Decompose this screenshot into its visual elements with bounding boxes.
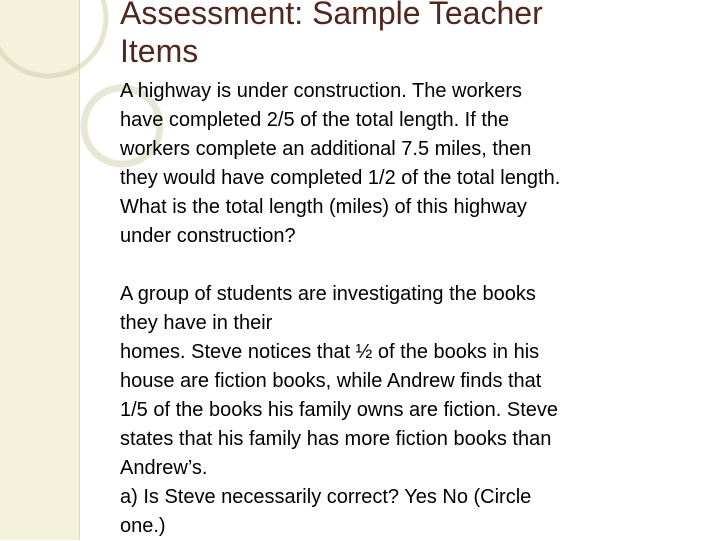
side-divider xyxy=(79,0,80,540)
text-line: A group of students are investigating the books xyxy=(120,283,536,305)
side-decor-panel xyxy=(0,0,79,540)
text-line: Andrew’s. xyxy=(120,457,208,479)
text-line: one.) xyxy=(120,515,166,537)
question-1-text xyxy=(120,77,710,251)
text-line: they would have completed 1/2 of the total length. xyxy=(120,167,561,189)
title-line: Assessment: Sample Teacher xyxy=(120,0,543,31)
slide-title xyxy=(120,0,680,70)
text-line: A highway is under construction. The workers xyxy=(120,80,523,102)
question-2-text xyxy=(120,280,710,541)
text-line: workers complete an additional 7.5 miles, then xyxy=(120,138,532,160)
title-line: Items xyxy=(120,33,199,69)
text-line: 1/5 of the books his family owns are fiction. Steve xyxy=(120,399,558,421)
text-line: they have in their xyxy=(120,312,273,334)
text-line: have completed 2/5 of the total length. If the xyxy=(120,109,510,131)
text-line: a) Is Steve necessarily correct? Yes No (Circle xyxy=(120,486,532,508)
text-line: states that his family has more fiction books than xyxy=(120,428,552,450)
text-line: under construction? xyxy=(120,225,296,247)
text-line: house are fiction books, while Andrew finds that xyxy=(120,370,542,392)
text-line: What is the total length (miles) of this highway xyxy=(120,196,527,218)
text-line: homes. Steve notices that ½ of the books in his xyxy=(120,341,540,363)
